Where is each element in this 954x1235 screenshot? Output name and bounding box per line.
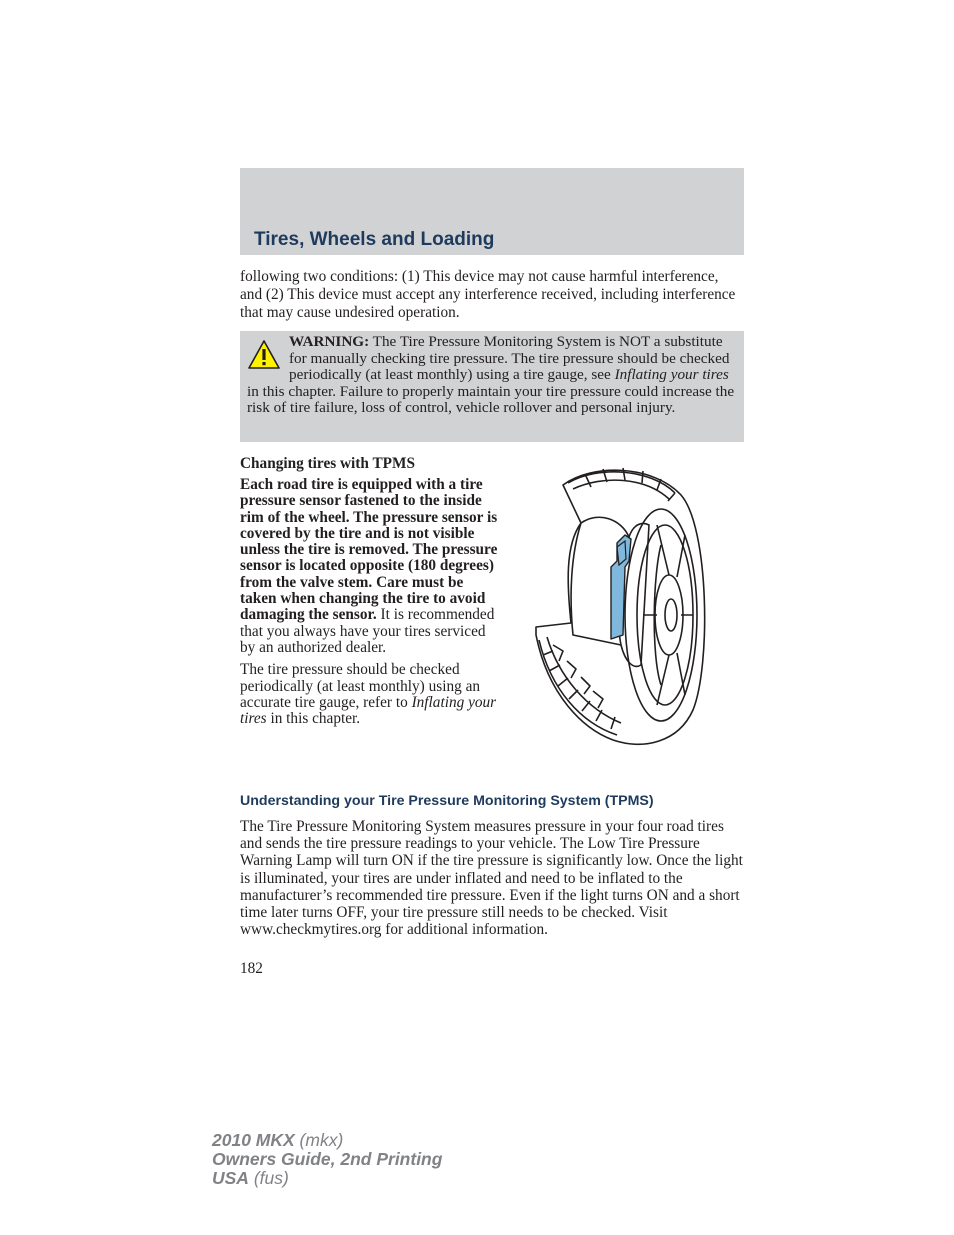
changing-tires-p2-text-b: in this chapter. [266, 710, 361, 728]
warning-box [240, 331, 744, 442]
footer-line-3 [212, 1169, 442, 1188]
changing-tires-normal-text: It is recommended that you always have your tires serviced by an authorized dealer. [240, 606, 495, 656]
changing-tires-bold-text: Each road tire is equipped with a tire pressure sensor fastened to the inside rim of the wheel. The pressure sensor is covered by the tire and is not visible unless the tire is removed. The pressure sensor is located opposite (180 degrees) from the valve stem. Care must be taken when changing the tire to avoid damaging the sensor. [240, 476, 498, 624]
changing-tires-column [240, 477, 502, 733]
changing-tires-p2-reference: Inflating your tires [240, 693, 497, 728]
footer [212, 1131, 442, 1188]
warning-text-part-1: The Tire Pressure Monitoring System is NOT a substitute for manually checking tire pressure. The tire pressure should be checked periodically (at least monthly) using a tire gauge, see [289, 333, 730, 383]
understanding-tpms-section [240, 818, 744, 938]
footer-model-code: (mkx) [294, 1130, 344, 1150]
intro-paragraph: following two conditions: (1) This device may not cause harmful interference, and (2) This device must accept any interference received, including interference that may cause undesired operation. [240, 268, 736, 321]
warning-triangle-icon [247, 339, 281, 371]
footer-market: USA [212, 1168, 249, 1188]
footer-line-2: Owners Guide, 2nd Printing [212, 1149, 443, 1169]
footer-market-code: (fus) [248, 1168, 289, 1188]
header-band [240, 168, 744, 255]
changing-tires-paragraph-1 [240, 477, 502, 656]
tire-sensor-illustration [533, 465, 709, 747]
chapter-title: Tires, Wheels and Loading [254, 229, 495, 250]
warning-label: WARNING: [289, 333, 370, 350]
changing-tires-paragraph-2 [240, 662, 502, 727]
footer-model: 2010 MKX [212, 1130, 295, 1150]
understanding-tpms-heading: Understanding your Tire Pressure Monitoring System (TPMS) [240, 793, 654, 809]
warning-text-part-2: in this chapter. Failure to properly maintain your tire pressure could increase the risk of tire failure, loss of control, vehicle rollover and personal injury. [247, 382, 735, 416]
understanding-tpms-paragraph: The Tire Pressure Monitoring System measures pressure in your four road tires and sends the tire pressure readings to your vehicle. The Low Tire Pressure Warning Lamp will turn ON if the tire pressure is significantly low. Once the light is illuminated, your tires are under inflated and need to be inflated to the manufacturer’s recommended tire pressure. Even if the light turns ON and a short time later turns OFF, your tire pressure still needs to be checked. Visit www.checkmytires.org for additional information. [240, 818, 743, 939]
page-number: 182 [240, 960, 263, 977]
changing-tires-p2-text-a: The tire pressure should be checked periodically (at least monthly) using an accurate tire gauge, refer to [240, 661, 481, 711]
changing-tires-heading: Changing tires with TPMS [240, 455, 415, 472]
warning-text [247, 334, 736, 417]
warning-reference: Inflating your tires [614, 366, 729, 383]
footer-line-1 [212, 1131, 442, 1150]
